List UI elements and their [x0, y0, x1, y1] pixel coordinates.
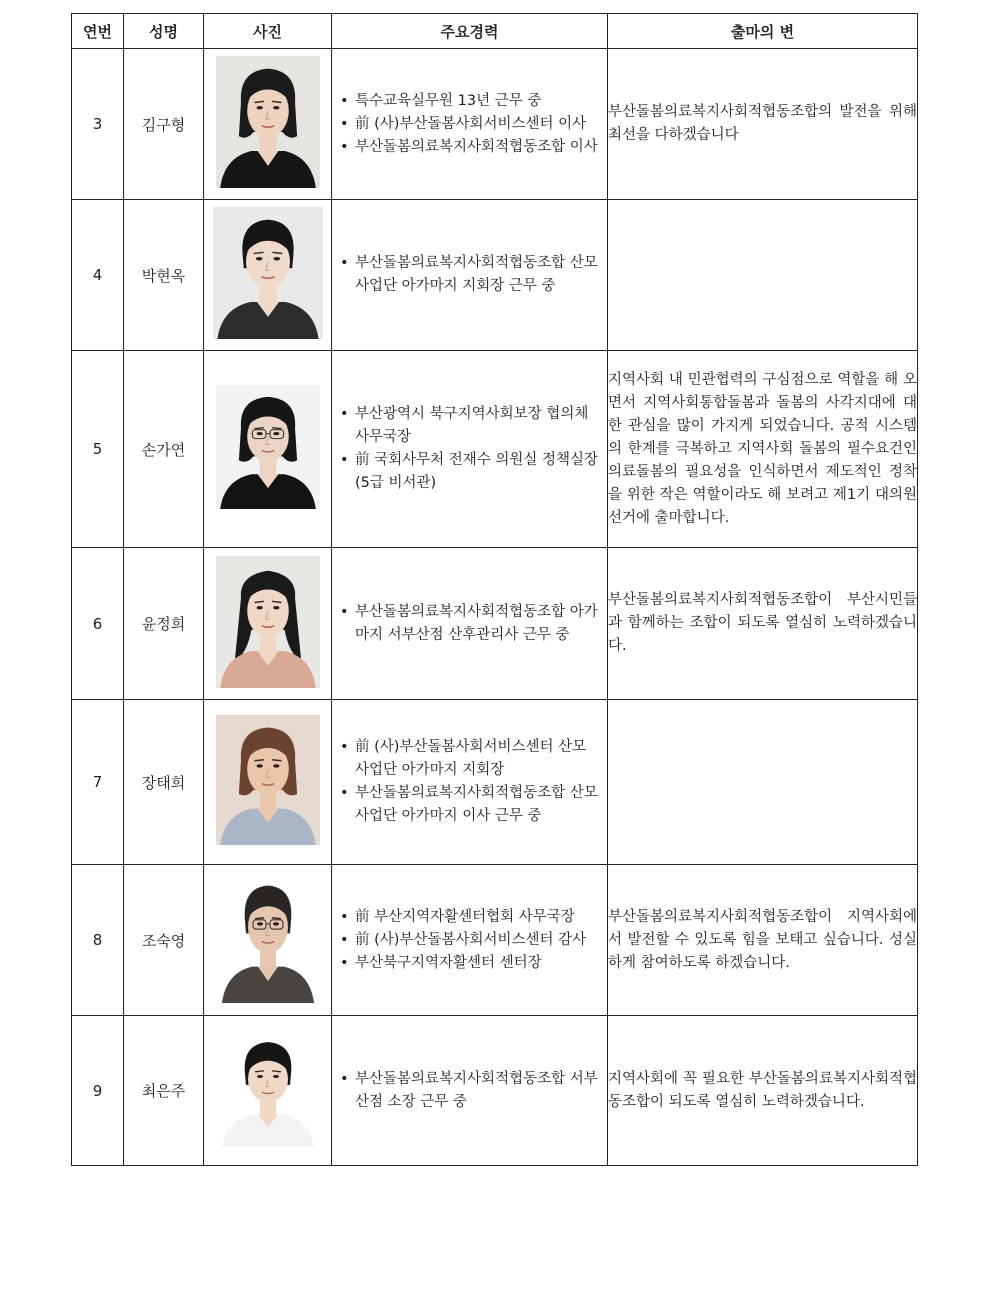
candidate-name: 조숙영 [124, 865, 204, 1016]
candidate-photo [213, 207, 323, 343]
career-cell [332, 548, 608, 700]
candidate-photo-cell [204, 548, 332, 700]
career-item: • 부산돌봄의료복지사회적협동조합 산모사업단 아가마지 이사 근무 중 [340, 782, 599, 828]
career-list [332, 403, 607, 495]
candidate-name: 김구형 [124, 49, 204, 200]
table-row [72, 351, 918, 548]
portrait-photo [216, 556, 320, 688]
candidate-speech: 부산돌봄의료복지사회적협동조합의 발전을 위해 최선을 다하겠습니다 [608, 49, 918, 200]
career-cell [332, 351, 608, 548]
candidate-name: 윤정희 [124, 548, 204, 700]
career-list [332, 906, 607, 975]
career-cell [332, 49, 608, 200]
portrait-photo [218, 1031, 318, 1147]
table-row [72, 1016, 918, 1166]
candidate-photo [216, 715, 320, 849]
candidate-number: 5 [72, 351, 124, 548]
candidate-speech: 부산돌봄의료복지사회적협동조합이 부산시민들과 함께하는 조합이 되도록 열심히 노력하겠습니다. [608, 548, 918, 700]
candidate-number: 6 [72, 548, 124, 700]
candidate-speech: 부산돌봄의료복지사회적협동조합이 지역사회에서 발전할 수 있도록 힘을 보태고 싶습니다. 성실하게 참여하도록 하겠습니다. [608, 865, 918, 1016]
career-item: • 前 (사)부산돌봄사회서비스센터 이사 [340, 113, 599, 136]
table-row [72, 49, 918, 200]
candidate-photo [218, 1031, 318, 1151]
candidate-speech [608, 200, 918, 351]
header-row [72, 14, 918, 49]
candidate-number: 7 [72, 700, 124, 865]
career-item: • 前 (사)부산돌봄사회서비스센터 감사 [340, 929, 599, 952]
portrait-photo [216, 715, 320, 845]
career-item: • 부산북구지역자활센터 센터장 [340, 952, 599, 975]
candidate-speech: 지역사회 내 민관협력의 구심점으로 역할을 해 오면서 지역사회통합돌봄과 돌봄의 사각지대에 대한 관심을 많이 가지게 되었습니다. 공적 시스템의 한계를 극복하고 지역사회 돌봄의 필수요건인 의료돌봄의 필요성을 인식하면서 제도적인 정착을 위한 작은 역할이라도 해 보려고 제1기 대의원 선거에 출마합니다. [608, 351, 918, 548]
candidate-photo-cell [204, 1016, 332, 1166]
candidate-photo-cell [204, 351, 332, 548]
career-item: • 前 (사)부산돌봄사회서비스센터 산모사업단 아가마지 지회장 [340, 736, 599, 782]
table-row [72, 700, 918, 865]
candidate-photo [218, 873, 318, 1007]
portrait-photo [216, 385, 320, 509]
candidate-photo [216, 56, 320, 192]
portrait-photo [218, 873, 318, 1003]
table-row [72, 548, 918, 700]
candidate-photo-cell [204, 200, 332, 351]
candidate-name: 손가연 [124, 351, 204, 548]
career-cell [332, 865, 608, 1016]
header-speech: 출마의 변 [608, 14, 918, 49]
career-cell [332, 1016, 608, 1166]
header-name: 성명 [124, 14, 204, 49]
candidate-photo-cell [204, 700, 332, 865]
candidate-number: 8 [72, 865, 124, 1016]
career-list [332, 736, 607, 828]
career-item: • 前 국회사무처 전재수 의원실 정책실장(5급 비서관) [340, 449, 599, 495]
candidate-name: 최은주 [124, 1016, 204, 1166]
candidate-photo [216, 385, 320, 513]
candidate-name: 장태희 [124, 700, 204, 865]
header-number: 연번 [72, 14, 124, 49]
candidate-photo-cell [204, 49, 332, 200]
candidate-photo [216, 556, 320, 692]
career-list [332, 90, 607, 159]
portrait-photo [216, 56, 320, 188]
career-list [332, 601, 607, 647]
candidate-speech: 지역사회에 꼭 필요한 부산돌봄의료복지사회적협동조합이 되도록 열심히 노력하겠습니다. [608, 1016, 918, 1166]
career-item: • 부산돌봄의료복지사회적협동조합 산모사업단 아가마지 지회장 근무 중 [340, 252, 599, 298]
career-item: • 부산돌봄의료복지사회적협동조합 이사 [340, 136, 599, 159]
portrait-photo [213, 207, 323, 339]
candidate-number: 9 [72, 1016, 124, 1166]
career-item: • 前 부산지역자활센터협회 사무국장 [340, 906, 599, 929]
career-item: • 부산돌봄의료복지사회적협동조합 아가마지 서부산점 산후관리사 근무 중 [340, 601, 599, 647]
header-career: 주요경력 [332, 14, 608, 49]
career-item: • 부산광역시 북구지역사회보장 협의체 사무국장 [340, 403, 599, 449]
career-cell [332, 700, 608, 865]
career-item: • 부산돌봄의료복지사회적협동조합 서부산점 소장 근무 중 [340, 1068, 599, 1114]
candidate-photo-cell [204, 865, 332, 1016]
candidate-name: 박현옥 [124, 200, 204, 351]
candidate-number: 4 [72, 200, 124, 351]
career-list [332, 252, 607, 298]
career-cell [332, 200, 608, 351]
table-row [72, 200, 918, 351]
candidate-number: 3 [72, 49, 124, 200]
candidate-speech [608, 700, 918, 865]
table-row [72, 865, 918, 1016]
career-list [332, 1068, 607, 1114]
candidate-table [71, 13, 918, 1166]
career-item: • 특수교육실무원 13년 근무 중 [340, 90, 599, 113]
header-photo: 사진 [204, 14, 332, 49]
